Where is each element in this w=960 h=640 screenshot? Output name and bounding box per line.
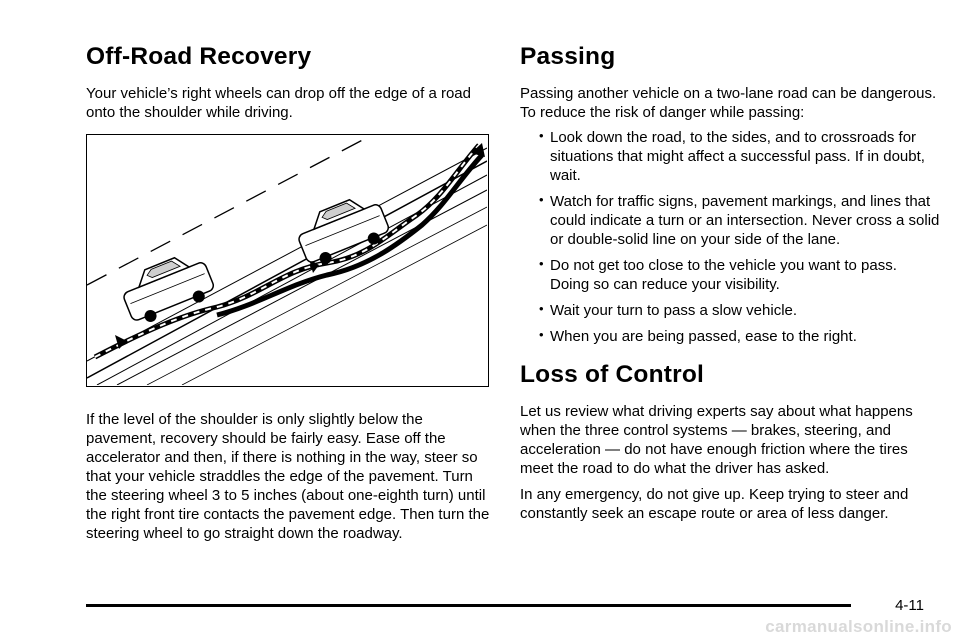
loss-of-control-heading: Loss of Control	[520, 361, 705, 388]
road-recovery-drawing	[87, 135, 487, 385]
bullet-icon: •	[539, 192, 544, 207]
bullet-icon: •	[539, 256, 544, 271]
loss-of-control-para1: Let us review what driving experts say about what happens when the three control systems — brakes, steering, and acceleration — do not have enough friction where the tires meet the road to do what the driver has asked.	[520, 403, 913, 477]
footer-rule	[86, 604, 851, 607]
passing-intro: Passing another vehicle on a two-lane road can be dangerous. To reduce the risk of danger while passing:	[520, 85, 937, 121]
bullet-icon: •	[539, 128, 544, 143]
list-item: • Wait your turn to pass a slow vehicle.	[539, 301, 798, 319]
bullet-icon: •	[539, 301, 544, 316]
off-road-recovery-illustration	[86, 134, 489, 387]
list-item: • Look down the road, to the sides, and to crossroads for situations that might affect a successful pass. If in doubt, wait.	[539, 128, 925, 184]
passing-bullet-list	[520, 128, 940, 346]
list-item: • Do not get too close to the vehicle you want to pass. Doing so can reduce your visibility.	[539, 256, 897, 293]
page-number: 4-11	[895, 597, 924, 614]
passing-heading: Passing	[520, 43, 616, 70]
off-road-recovery-heading: Off-Road Recovery	[86, 43, 312, 70]
off-road-body: If the level of the shoulder is only slightly below the pavement, recovery should be fairly easy. Ease off the accelerator and then, if there is nothing in the way, steer so that your vehicle straddles the edge of the pavement. Turn the steering wheel 3 to 5 inches (about one-eighth turn) until the right front tire contacts the pavement edge. Then turn the steering wheel to go straight down the roadway.	[86, 411, 490, 542]
left-column	[86, 40, 491, 543]
bullet-icon: •	[539, 327, 544, 342]
list-item: • Watch for traffic signs, pavement markings, and lines that could indicate a turn or an intersection. Never cross a solid or double-solid line on your side of the lane.	[539, 192, 940, 248]
list-item: • When you are being passed, ease to the right.	[539, 327, 857, 345]
right-column	[520, 40, 940, 523]
watermark: carmanualsonline.info	[765, 617, 952, 636]
off-road-intro: Your vehicle’s right wheels can drop off the edge of a road onto the shoulder while driving.	[86, 85, 471, 121]
loss-of-control-para2: In any emergency, do not give up. Keep trying to steer and constantly seek an escape route or area of less danger.	[520, 486, 909, 522]
car-rear-illustration	[117, 248, 218, 328]
